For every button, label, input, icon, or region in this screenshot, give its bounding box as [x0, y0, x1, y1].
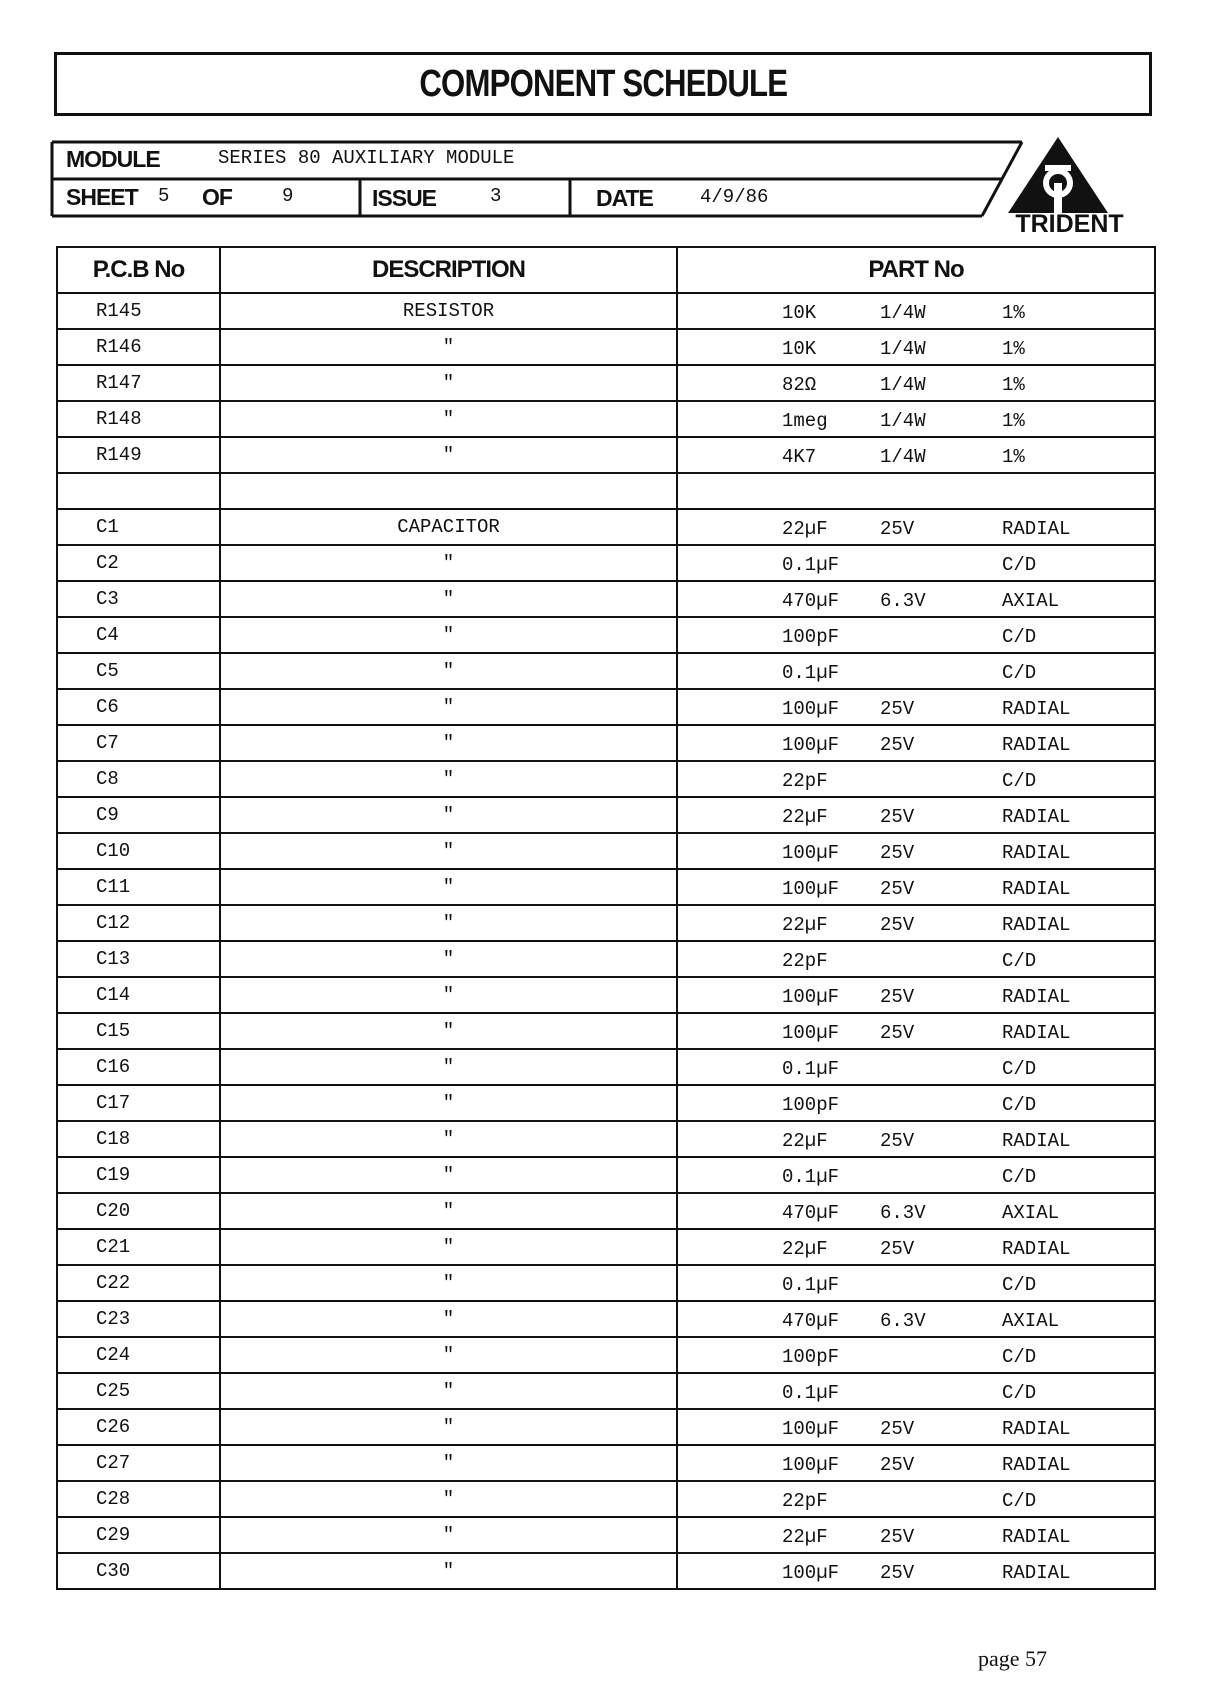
- description-cell: ": [220, 1121, 677, 1157]
- part-type: RADIAL: [1002, 806, 1071, 829]
- part-number-cell: [677, 545, 1155, 581]
- sheet-label: SHEET: [66, 184, 138, 210]
- description-cell: ": [220, 1337, 677, 1373]
- description-cell: ": [220, 437, 677, 473]
- description-cell: ": [220, 869, 677, 905]
- description-cell: ": [220, 797, 677, 833]
- part-number-cell: [677, 473, 1155, 509]
- module-value: SERIES 80 AUXILIARY MODULE: [218, 147, 515, 169]
- pcb-number-cell: C18: [57, 1121, 220, 1157]
- description-cell: ": [220, 1085, 677, 1121]
- table-row: [57, 1265, 1155, 1301]
- part-type: RADIAL: [1002, 1418, 1071, 1441]
- pcb-number-cell: C29: [57, 1517, 220, 1553]
- part-number-cell: [677, 725, 1155, 761]
- part-value: 470µF: [782, 1202, 840, 1225]
- part-rating: 25V: [880, 914, 915, 937]
- part-rating: 25V: [880, 1454, 915, 1477]
- table-header-row: [57, 247, 1155, 293]
- part-value: 100µF: [782, 878, 840, 901]
- part-number-cell: [677, 1409, 1155, 1445]
- description-cell: ": [220, 977, 677, 1013]
- part-rating: 1/4W: [880, 338, 926, 361]
- part-rating: 25V: [880, 734, 915, 757]
- part-type: C/D: [1002, 1094, 1037, 1117]
- pcb-number-cell: C25: [57, 1373, 220, 1409]
- part-rating: 6.3V: [880, 590, 926, 613]
- part-number-cell: [677, 329, 1155, 365]
- part-rating: 25V: [880, 698, 915, 721]
- part-number-cell: [677, 1517, 1155, 1553]
- pcb-number-cell: C22: [57, 1265, 220, 1301]
- page-number: page 57: [978, 1646, 1048, 1671]
- part-value: 0.1µF: [782, 1382, 840, 1405]
- part-number-cell: [677, 1481, 1155, 1517]
- part-number-cell: [677, 293, 1155, 329]
- pcb-number-cell: C28: [57, 1481, 220, 1517]
- description-cell: ": [220, 1301, 677, 1337]
- pcb-number-cell: C26: [57, 1409, 220, 1445]
- pcb-number-cell: C14: [57, 977, 220, 1013]
- description-cell: ": [220, 725, 677, 761]
- part-value: 82Ω: [782, 374, 817, 397]
- pcb-number-cell: C5: [57, 653, 220, 689]
- table-row: [57, 833, 1155, 869]
- table-row: [57, 401, 1155, 437]
- pcb-number-cell: C17: [57, 1085, 220, 1121]
- pcb-number-cell: C15: [57, 1013, 220, 1049]
- part-value: 100pF: [782, 1346, 840, 1369]
- part-type: RADIAL: [1002, 1238, 1071, 1261]
- pcb-number-cell: C10: [57, 833, 220, 869]
- part-rating: 6.3V: [880, 1202, 926, 1225]
- table-row: [57, 977, 1155, 1013]
- part-number-cell: [677, 941, 1155, 977]
- pcb-number-cell: C8: [57, 761, 220, 797]
- part-number-cell: [677, 905, 1155, 941]
- pcb-number-cell: C11: [57, 869, 220, 905]
- part-type: RADIAL: [1002, 1022, 1071, 1045]
- table-row: [57, 941, 1155, 977]
- part-rating: 25V: [880, 1562, 915, 1585]
- part-number-cell: [677, 1445, 1155, 1481]
- part-value: 100pF: [782, 1094, 840, 1117]
- part-rating: 25V: [880, 1526, 915, 1549]
- part-value: 100µF: [782, 1562, 840, 1585]
- pcb-number-cell: [57, 473, 220, 509]
- part-type: 1%: [1002, 446, 1025, 469]
- table-row: [57, 1301, 1155, 1337]
- part-value: 470µF: [782, 590, 840, 613]
- description-cell: ": [220, 1049, 677, 1085]
- table-row: [57, 581, 1155, 617]
- table-row: [57, 725, 1155, 761]
- component-table: [56, 246, 1156, 1590]
- table-row: [57, 761, 1155, 797]
- module-label: MODULE: [66, 146, 160, 172]
- pcb-number-cell: C27: [57, 1445, 220, 1481]
- part-rating: 25V: [880, 1418, 915, 1441]
- table-row: [57, 1481, 1155, 1517]
- part-type: C/D: [1002, 770, 1037, 793]
- of-label: OF: [202, 184, 232, 210]
- part-rating: 25V: [880, 986, 915, 1009]
- part-value: 100µF: [782, 1022, 840, 1045]
- description-cell: RESISTOR: [220, 293, 677, 329]
- part-number-cell: [677, 1229, 1155, 1265]
- part-value: 22µF: [782, 806, 828, 829]
- pcb-number-cell: C7: [57, 725, 220, 761]
- part-number-cell: [677, 581, 1155, 617]
- part-type: 1%: [1002, 302, 1025, 325]
- of-value: 9: [282, 185, 294, 207]
- description-cell: ": [220, 1373, 677, 1409]
- table-row: [57, 1409, 1155, 1445]
- part-value: 0.1µF: [782, 1166, 840, 1189]
- description-cell: ": [220, 689, 677, 725]
- table-row: [57, 509, 1155, 545]
- pcb-number-cell: C20: [57, 1193, 220, 1229]
- description-cell: [220, 473, 677, 509]
- pcb-number-cell: R146: [57, 329, 220, 365]
- part-type: C/D: [1002, 1346, 1037, 1369]
- part-number-cell: [677, 1553, 1155, 1589]
- part-type: C/D: [1002, 1058, 1037, 1081]
- part-value: 22pF: [782, 1490, 828, 1513]
- pcb-number-cell: C13: [57, 941, 220, 977]
- description-cell: ": [220, 761, 677, 797]
- pcb-number-cell: C3: [57, 581, 220, 617]
- table-row: [57, 1517, 1155, 1553]
- column-header-part: PART No: [677, 247, 1155, 293]
- table-row: [57, 1373, 1155, 1409]
- table-row: [57, 797, 1155, 833]
- part-number-cell: [677, 1013, 1155, 1049]
- part-rating: 25V: [880, 1238, 915, 1261]
- part-value: 4K7: [782, 446, 817, 469]
- part-number-cell: [677, 1301, 1155, 1337]
- date-value: 4/9/86: [700, 186, 769, 208]
- part-number-cell: [677, 1157, 1155, 1193]
- part-rating: 25V: [880, 806, 915, 829]
- table-row: [57, 869, 1155, 905]
- part-value: 22µF: [782, 1526, 828, 1549]
- table-row: [57, 1445, 1155, 1481]
- header-frame: [50, 136, 1035, 220]
- part-value: 22pF: [782, 950, 828, 973]
- part-rating: 1/4W: [880, 374, 926, 397]
- part-type: 1%: [1002, 410, 1025, 433]
- part-value: 22pF: [782, 770, 828, 793]
- part-type: RADIAL: [1002, 1130, 1071, 1153]
- part-value: 22µF: [782, 914, 828, 937]
- column-header-description: DESCRIPTION: [220, 247, 677, 293]
- part-value: 100µF: [782, 734, 840, 757]
- part-number-cell: [677, 401, 1155, 437]
- pcb-number-cell: C30: [57, 1553, 220, 1589]
- schedule-title: COMPONENT SCHEDULE: [419, 63, 787, 105]
- date-label: DATE: [596, 185, 653, 211]
- pcb-number-cell: C6: [57, 689, 220, 725]
- description-cell: ": [220, 401, 677, 437]
- trident-logo-text: TRIDENT: [1015, 210, 1124, 238]
- pcb-number-cell: C16: [57, 1049, 220, 1085]
- table-row: [57, 545, 1155, 581]
- part-number-cell: [677, 1049, 1155, 1085]
- part-value: 22µF: [782, 518, 828, 541]
- part-value: 100µF: [782, 698, 840, 721]
- table-body: [57, 293, 1155, 1589]
- part-type: C/D: [1002, 1166, 1037, 1189]
- part-number-cell: [677, 1337, 1155, 1373]
- column-header-pcb: P.C.B No: [57, 247, 220, 293]
- part-value: 22µF: [782, 1130, 828, 1153]
- pcb-number-cell: R147: [57, 365, 220, 401]
- part-number-cell: [677, 1121, 1155, 1157]
- part-type: C/D: [1002, 1274, 1037, 1297]
- part-number-cell: [677, 509, 1155, 545]
- part-rating: 6.3V: [880, 1310, 926, 1333]
- part-value: 22µF: [782, 1238, 828, 1261]
- description-cell: ": [220, 617, 677, 653]
- part-number-cell: [677, 797, 1155, 833]
- schedule-title-box: [54, 52, 1152, 116]
- part-type: 1%: [1002, 374, 1025, 397]
- issue-value: 3: [490, 185, 502, 207]
- sheet-value: 5: [158, 185, 170, 207]
- part-type: C/D: [1002, 554, 1037, 577]
- part-number-cell: [677, 365, 1155, 401]
- part-number-cell: [677, 437, 1155, 473]
- description-cell: ": [220, 1517, 677, 1553]
- part-type: RADIAL: [1002, 1454, 1071, 1477]
- part-type: AXIAL: [1002, 1202, 1060, 1225]
- table-row: [57, 1013, 1155, 1049]
- part-rating: 25V: [880, 878, 915, 901]
- part-type: C/D: [1002, 626, 1037, 649]
- part-rating: 1/4W: [880, 410, 926, 433]
- part-type: RADIAL: [1002, 1526, 1071, 1549]
- part-value: 10K: [782, 338, 817, 361]
- part-value: 100pF: [782, 626, 840, 649]
- part-number-cell: [677, 1085, 1155, 1121]
- part-rating: 1/4W: [880, 446, 926, 469]
- pcb-number-cell: C24: [57, 1337, 220, 1373]
- part-number-cell: [677, 653, 1155, 689]
- part-number-cell: [677, 1265, 1155, 1301]
- part-type: RADIAL: [1002, 698, 1071, 721]
- pcb-number-cell: C12: [57, 905, 220, 941]
- part-type: RADIAL: [1002, 518, 1071, 541]
- part-number-cell: [677, 617, 1155, 653]
- table-row: [57, 1337, 1155, 1373]
- table-row: [57, 1193, 1155, 1229]
- description-cell: ": [220, 1265, 677, 1301]
- part-type: C/D: [1002, 1382, 1037, 1405]
- description-cell: ": [220, 905, 677, 941]
- description-cell: ": [220, 1445, 677, 1481]
- part-value: 100µF: [782, 1418, 840, 1441]
- part-value: 470µF: [782, 1310, 840, 1333]
- part-type: RADIAL: [1002, 986, 1071, 1009]
- part-rating: 25V: [880, 1022, 915, 1045]
- part-number-cell: [677, 1193, 1155, 1229]
- table-row: [57, 437, 1155, 473]
- pcb-number-cell: C4: [57, 617, 220, 653]
- part-value: 0.1µF: [782, 554, 840, 577]
- description-cell: ": [220, 365, 677, 401]
- description-cell: ": [220, 941, 677, 977]
- part-type: RADIAL: [1002, 842, 1071, 865]
- pcb-number-cell: C23: [57, 1301, 220, 1337]
- pcb-number-cell: R145: [57, 293, 220, 329]
- description-cell: ": [220, 1157, 677, 1193]
- table-row: [57, 365, 1155, 401]
- part-rating: 25V: [880, 518, 915, 541]
- part-type: 1%: [1002, 338, 1025, 361]
- part-value: 0.1µF: [782, 1058, 840, 1081]
- part-value: 100µF: [782, 1454, 840, 1477]
- part-rating: 25V: [880, 842, 915, 865]
- part-value: 100µF: [782, 842, 840, 865]
- description-cell: ": [220, 1013, 677, 1049]
- part-type: C/D: [1002, 950, 1037, 973]
- description-cell: ": [220, 581, 677, 617]
- part-type: RADIAL: [1002, 914, 1071, 937]
- part-type: RADIAL: [1002, 878, 1071, 901]
- table-row: [57, 1049, 1155, 1085]
- table-row: [57, 653, 1155, 689]
- pcb-number-cell: R148: [57, 401, 220, 437]
- description-cell: ": [220, 653, 677, 689]
- description-cell: ": [220, 1409, 677, 1445]
- part-type: AXIAL: [1002, 590, 1060, 613]
- table-row: [57, 1121, 1155, 1157]
- description-cell: ": [220, 1481, 677, 1517]
- part-rating: 1/4W: [880, 302, 926, 325]
- description-cell: ": [220, 1229, 677, 1265]
- part-type: C/D: [1002, 1490, 1037, 1513]
- table-row: [57, 1229, 1155, 1265]
- part-number-cell: [677, 1373, 1155, 1409]
- part-value: 100µF: [782, 986, 840, 1009]
- description-cell: ": [220, 833, 677, 869]
- table-row: [57, 689, 1155, 725]
- part-value: 0.1µF: [782, 1274, 840, 1297]
- pcb-number-cell: C9: [57, 797, 220, 833]
- description-cell: CAPACITOR: [220, 509, 677, 545]
- part-number-cell: [677, 869, 1155, 905]
- pcb-number-cell: C1: [57, 509, 220, 545]
- part-type: AXIAL: [1002, 1310, 1060, 1333]
- issue-label: ISSUE: [372, 185, 437, 211]
- pcb-number-cell: C21: [57, 1229, 220, 1265]
- table-row: [57, 473, 1155, 509]
- table-row: [57, 1157, 1155, 1193]
- part-type: C/D: [1002, 662, 1037, 685]
- part-type: RADIAL: [1002, 734, 1071, 757]
- part-value: 10K: [782, 302, 817, 325]
- table-row: [57, 329, 1155, 365]
- table-row: [57, 1553, 1155, 1589]
- part-type: RADIAL: [1002, 1562, 1071, 1585]
- part-number-cell: [677, 833, 1155, 869]
- table-row: [57, 1085, 1155, 1121]
- part-value: 0.1µF: [782, 662, 840, 685]
- part-rating: 25V: [880, 1130, 915, 1153]
- part-value: 1meg: [782, 410, 828, 433]
- part-number-cell: [677, 977, 1155, 1013]
- part-number-cell: [677, 761, 1155, 797]
- pcb-number-cell: C19: [57, 1157, 220, 1193]
- description-cell: ": [220, 545, 677, 581]
- table-row: [57, 293, 1155, 329]
- description-cell: ": [220, 329, 677, 365]
- description-cell: ": [220, 1553, 677, 1589]
- description-cell: ": [220, 1193, 677, 1229]
- pcb-number-cell: C2: [57, 545, 220, 581]
- pcb-number-cell: R149: [57, 437, 220, 473]
- part-number-cell: [677, 689, 1155, 725]
- table-row: [57, 905, 1155, 941]
- table-row: [57, 617, 1155, 653]
